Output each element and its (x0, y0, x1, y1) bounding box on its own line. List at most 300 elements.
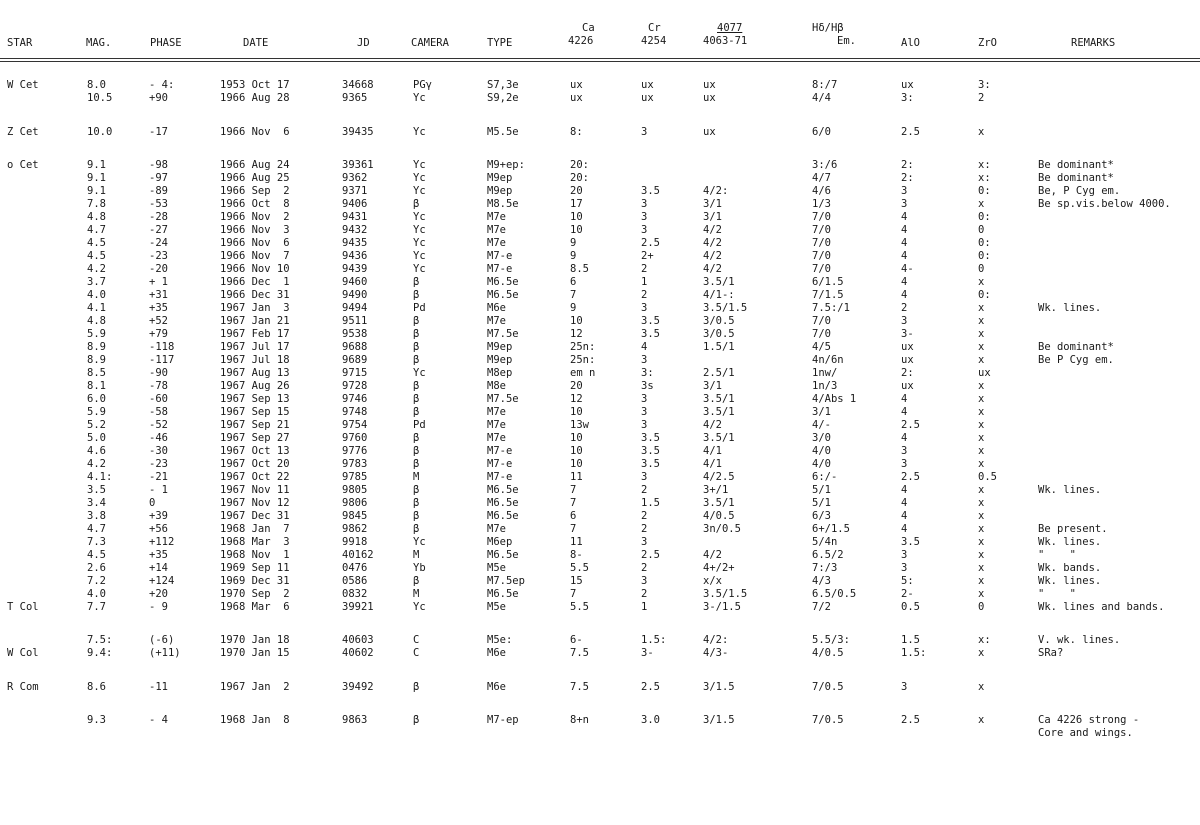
cell-type: M5.5e (487, 126, 519, 138)
cell-camera: C (413, 647, 420, 659)
cell-date: 1967 Dec 31 (220, 510, 290, 522)
cell-date: 1969 Sep 11 (220, 562, 290, 574)
cell-camera: Yc (413, 601, 426, 613)
cell-alo: ux (901, 79, 914, 91)
cell-phase: 0 (149, 497, 156, 509)
cell-mag: 9.1 (87, 185, 106, 197)
cell-alo: 5: (901, 575, 914, 587)
cell-cr-4254: 2 (641, 562, 648, 574)
cell-jd: 9439 (342, 263, 368, 275)
cell-hdelta-em: 4/3 (812, 575, 831, 587)
cell-star: o Cet (7, 159, 39, 171)
table-row (0, 484, 1200, 497)
cell-date: 1953 Oct 17 (220, 79, 290, 91)
cell-hdelta-em: 5/1 (812, 484, 831, 496)
cell-type: M7.5e (487, 328, 519, 340)
cell-hdelta-em: 6/3 (812, 510, 831, 522)
cell-phase: - 4: (149, 79, 175, 91)
cell-ratio-4077: 4/2: (703, 185, 729, 197)
cell-phase: -53 (149, 198, 168, 210)
cell-mag: 9.1 (87, 172, 106, 184)
cell-ca-4226: 5.5 (570, 601, 589, 613)
cell-camera: M (413, 549, 420, 561)
cell-date: 1967 Aug 26 (220, 380, 290, 392)
cell-zro: 0: (978, 250, 991, 262)
cell-ca-4226: 8: (570, 126, 583, 138)
cell-ratio-4077: 3.5/1.5 (703, 302, 748, 314)
cell-zro: x (978, 380, 985, 392)
table-row (0, 471, 1200, 484)
cell-hdelta-em: 4n/6n (812, 354, 844, 366)
cell-ratio-4077: 3+/1 (703, 484, 729, 496)
col-star-header: STAR (7, 37, 33, 49)
table-row (0, 92, 1200, 105)
cell-date: 1966 Nov 6 (220, 126, 290, 138)
cell-mag: 4.1: (87, 471, 113, 483)
cell-hdelta-em: 7/0.5 (812, 714, 844, 726)
col-date-header: DATE (243, 37, 269, 49)
cell-zro: x: (978, 634, 991, 646)
cell-phase: -27 (149, 224, 168, 236)
cell-cr-4254: 2 (641, 588, 648, 600)
cell-jd: 0476 (342, 562, 368, 574)
cell-hdelta-em: 4/5 (812, 341, 831, 353)
cell-alo: 3: (901, 92, 914, 104)
cell-alo: 2: (901, 172, 914, 184)
cell-camera: β (413, 458, 420, 470)
cell-hdelta-em: 4/6 (812, 185, 831, 197)
cell-remarks: Wk. lines and bands. (1038, 601, 1165, 613)
cell-ratio-4077: 4/2 (703, 250, 722, 262)
cell-date: 1966 Nov 3 (220, 224, 290, 236)
cell-mag: 5.2 (87, 419, 106, 431)
cell-cr-4254: 2 (641, 263, 648, 275)
cell-cr-4254: 3 (641, 471, 648, 483)
cell-hdelta-em: 4/- (812, 419, 831, 431)
cell-ratio-4077: 3.5/1 (703, 276, 735, 288)
cell-alo: 3- (901, 328, 914, 340)
col-cr-header-top: Cr (648, 22, 661, 34)
col-ca-header-top: Ca (582, 22, 595, 34)
cell-camera: M (413, 471, 420, 483)
cell-jd: 34668 (342, 79, 374, 91)
cell-alo: 3 (901, 562, 908, 574)
cell-phase: -78 (149, 380, 168, 392)
cell-ratio-4077: ux (703, 79, 716, 91)
cell-camera: Yc (413, 126, 426, 138)
cell-camera: Yc (413, 250, 426, 262)
cell-alo: 4 (901, 289, 908, 301)
cell-type: M9ep (487, 341, 513, 353)
cell-date: 1967 Jan 21 (220, 315, 290, 327)
cell-type: M6.5e (487, 276, 519, 288)
cell-alo: 0.5 (901, 601, 920, 613)
cell-ca-4226: 12 (570, 393, 583, 405)
cell-ratio-4077: 3/1.5 (703, 714, 735, 726)
cell-mag: 5.9 (87, 328, 106, 340)
cell-zro: x (978, 484, 985, 496)
cell-jd: 9845 (342, 510, 368, 522)
cell-ca-4226: 7.5 (570, 681, 589, 693)
cell-camera: β (413, 484, 420, 496)
cell-cr-4254: 2 (641, 289, 648, 301)
cell-hdelta-em: 6.5/2 (812, 549, 844, 561)
cell-mag: 5.0 (87, 432, 106, 444)
cell-camera: Yc (413, 367, 426, 379)
cell-cr-4254: 3.5 (641, 328, 660, 340)
table-row (0, 224, 1200, 237)
cell-mag: 6.0 (87, 393, 106, 405)
cell-alo: 1.5 (901, 634, 920, 646)
table-row (0, 185, 1200, 198)
cell-camera: β (413, 681, 420, 693)
cell-hdelta-em: 3/1 (812, 406, 831, 418)
cell-alo: ux (901, 380, 914, 392)
table-row (0, 289, 1200, 302)
cell-zro: x (978, 341, 985, 353)
cell-remarks: Be dominant* (1038, 172, 1114, 184)
cell-alo: 4 (901, 211, 908, 223)
cell-hdelta-em: 6+/1.5 (812, 523, 850, 535)
cell-type: M9ep (487, 172, 513, 184)
cell-alo: 3 (901, 315, 908, 327)
cell-mag: 7.5: (87, 634, 113, 646)
cell-mag: 7.2 (87, 575, 106, 587)
cell-zro: x (978, 445, 985, 457)
cell-phase: +31 (149, 289, 168, 301)
col-remarks-header: REMARKS (1071, 37, 1116, 49)
cell-hdelta-em: 5/1 (812, 497, 831, 509)
cell-mag: 4.6 (87, 445, 106, 457)
cell-cr-4254: 2 (641, 510, 648, 522)
col-mag-header: MAG. (86, 37, 112, 49)
cell-mag: 10.5 (87, 92, 113, 104)
cell-type: M7-e (487, 471, 513, 483)
cell-alo: 2: (901, 367, 914, 379)
cell-ca-4226: 10 (570, 315, 583, 327)
table-row (0, 328, 1200, 341)
cell-mag: 4.7 (87, 224, 106, 236)
cell-cr-4254: ux (641, 79, 654, 91)
cell-remarks: Wk. lines. (1038, 575, 1102, 587)
cell-jd: 9746 (342, 393, 368, 405)
cell-camera: Yc (413, 263, 426, 275)
cell-ratio-4077: 4/2 (703, 263, 722, 275)
col-zro-header: ZrO (978, 37, 997, 49)
cell-camera: Pd (413, 302, 426, 314)
cell-phase: + 1 (149, 276, 168, 288)
cell-ca-4226: ux (570, 79, 583, 91)
cell-jd: 9538 (342, 328, 368, 340)
cell-zro: x (978, 432, 985, 444)
cell-date: 1967 Sep 15 (220, 406, 290, 418)
cell-hdelta-em: 7/0.5 (812, 681, 844, 693)
cell-jd: 40602 (342, 647, 374, 659)
cell-mag: 10.0 (87, 126, 113, 138)
cell-camera: Yc (413, 536, 426, 548)
cell-phase: -46 (149, 432, 168, 444)
cell-hdelta-em: 6/1.5 (812, 276, 844, 288)
cell-zro: x (978, 354, 985, 366)
cell-date: 1967 Oct 20 (220, 458, 290, 470)
cell-cr-4254: 3.5 (641, 458, 660, 470)
cell-hdelta-em: 1/3 (812, 198, 831, 210)
cell-ratio-4077: 4/2.5 (703, 471, 735, 483)
cell-jd: 9748 (342, 406, 368, 418)
cell-zro: x (978, 406, 985, 418)
cell-hdelta-em: 5.5/3: (812, 634, 850, 646)
table-row (0, 549, 1200, 562)
cell-phase: +56 (149, 523, 168, 535)
cell-type: M6.5e (487, 484, 519, 496)
cell-date: 1966 Nov 2 (220, 211, 290, 223)
cell-remarks: V. wk. lines. (1038, 634, 1121, 646)
cell-ca-4226: 25n: (570, 341, 596, 353)
cell-ratio-4077: ux (703, 92, 716, 104)
cell-jd: 9805 (342, 484, 368, 496)
cell-ratio-4077: 4/2 (703, 549, 722, 561)
cell-type: M6e (487, 647, 506, 659)
cell-phase: +20 (149, 588, 168, 600)
cell-type: M6ep (487, 536, 513, 548)
cell-date: 1967 Nov 12 (220, 497, 290, 509)
cell-zro: 3: (978, 79, 991, 91)
cell-zro: x: (978, 172, 991, 184)
cell-alo: 4 (901, 276, 908, 288)
cell-ca-4226: 10 (570, 458, 583, 470)
cell-alo: 3 (901, 198, 908, 210)
cell-ca-4226: 20 (570, 380, 583, 392)
cell-date: 1967 Oct 22 (220, 471, 290, 483)
cell-hdelta-em: 7/0 (812, 211, 831, 223)
cell-ca-4226: 7 (570, 497, 577, 509)
cell-camera: β (413, 328, 420, 340)
cell-type: M8e (487, 380, 506, 392)
cell-jd: 39492 (342, 681, 374, 693)
cell-jd: 40603 (342, 634, 374, 646)
cell-camera: M (413, 588, 420, 600)
cell-phase: +39 (149, 510, 168, 522)
cell-type: M8ep (487, 367, 513, 379)
cell-phase: -28 (149, 211, 168, 223)
table-row (0, 315, 1200, 328)
cell-hdelta-em: 6:/- (812, 471, 838, 483)
cell-cr-4254: 3 (641, 393, 648, 405)
cell-cr-4254: 1.5 (641, 497, 660, 509)
cell-alo: 3 (901, 458, 908, 470)
table-row (0, 126, 1200, 139)
cell-ca-4226: 15 (570, 575, 583, 587)
cell-zro: x (978, 315, 985, 327)
cell-hdelta-em: 3/0 (812, 432, 831, 444)
cell-hdelta-em: 7/0 (812, 237, 831, 249)
cell-mag: 5.9 (87, 406, 106, 418)
cell-zro: x (978, 510, 985, 522)
cell-type: M6.5e (487, 289, 519, 301)
cell-phase: (+11) (149, 647, 181, 659)
cell-hdelta-em: 7/0 (812, 224, 831, 236)
cell-type: M7.5ep (487, 575, 525, 587)
cell-phase: +35 (149, 549, 168, 561)
cell-mag: 4.8 (87, 211, 106, 223)
cell-camera: Yc (413, 159, 426, 171)
cell-camera: β (413, 445, 420, 457)
cell-ca-4226: 25n: (570, 354, 596, 366)
cell-cr-4254: 4 (641, 341, 648, 353)
cell-remarks: Be, P Cyg em. (1038, 185, 1121, 197)
cell-cr-4254: ux (641, 92, 654, 104)
cell-zro: x (978, 458, 985, 470)
cell-zro: x (978, 536, 985, 548)
cell-alo: 2.5 (901, 471, 920, 483)
cell-ratio-4077: ux (703, 126, 716, 138)
cell-ca-4226: em n (570, 367, 596, 379)
cell-cr-4254: 2.5 (641, 549, 660, 561)
cell-type: M7-ep (487, 714, 519, 726)
col-cr-header-bottom: 4254 (641, 35, 667, 47)
cell-hdelta-em: 7/2 (812, 601, 831, 613)
cell-alo: 4 (901, 406, 908, 418)
cell-date: 1966 Nov 6 (220, 237, 290, 249)
cell-hdelta-em: 1n/3 (812, 380, 838, 392)
cell-zro: x (978, 276, 985, 288)
cell-cr-4254: 1 (641, 276, 648, 288)
table-row (0, 406, 1200, 419)
cell-ca-4226: 13w (570, 419, 589, 431)
cell-alo: 4 (901, 497, 908, 509)
cell-date: 1966 Sep 2 (220, 185, 290, 197)
table-row (0, 588, 1200, 601)
table-row (0, 647, 1200, 660)
cell-date: 1967 Sep 27 (220, 432, 290, 444)
cell-mag: 9.1 (87, 159, 106, 171)
cell-hdelta-em: 7/0 (812, 250, 831, 262)
cell-ca-4226: 12 (570, 328, 583, 340)
cell-camera: β (413, 341, 420, 353)
cell-camera: β (413, 289, 420, 301)
cell-mag: 8.5 (87, 367, 106, 379)
cell-cr-4254: 3.5 (641, 315, 660, 327)
cell-ca-4226: 17 (570, 198, 583, 210)
table-row (0, 575, 1200, 588)
cell-ratio-4077: 4/2 (703, 419, 722, 431)
cell-cr-4254: 3.0 (641, 714, 660, 726)
cell-hdelta-em: 4/0 (812, 458, 831, 470)
cell-mag: 3.7 (87, 276, 106, 288)
cell-camera: β (413, 354, 420, 366)
cell-jd: 9785 (342, 471, 368, 483)
cell-ratio-4077: 3.5/1 (703, 393, 735, 405)
cell-alo: 4 (901, 224, 908, 236)
cell-alo: 2.5 (901, 126, 920, 138)
cell-mag: 8.9 (87, 341, 106, 353)
cell-cr-4254: 3 (641, 575, 648, 587)
cell-cr-4254: 2+ (641, 250, 654, 262)
cell-ratio-4077: 4/1-: (703, 289, 735, 301)
cell-zro: x (978, 393, 985, 405)
cell-hdelta-em: 7/0 (812, 315, 831, 327)
cell-cr-4254: 3 (641, 354, 648, 366)
cell-phase: +35 (149, 302, 168, 314)
cell-ca-4226: 10 (570, 224, 583, 236)
col-4077-header-bottom: 4063-71 (703, 35, 748, 47)
table-row (0, 419, 1200, 432)
cell-date: 1967 Sep 13 (220, 393, 290, 405)
table-row (0, 458, 1200, 471)
cell-mag: 3.8 (87, 510, 106, 522)
cell-zro: 0: (978, 237, 991, 249)
cell-date: 1968 Jan 7 (220, 523, 290, 535)
cell-phase: - 1 (149, 484, 168, 496)
cell-zro: x (978, 198, 985, 210)
cell-camera: β (413, 575, 420, 587)
cell-alo: 4- (901, 263, 914, 275)
cell-remarks: Core and wings. (1038, 727, 1133, 739)
cell-zro: 0: (978, 211, 991, 223)
table-row (0, 714, 1200, 727)
cell-alo: 3 (901, 445, 908, 457)
cell-cr-4254: 3 (641, 536, 648, 548)
cell-ca-4226: 6- (570, 634, 583, 646)
cell-type: M7e (487, 211, 506, 223)
table-row (0, 79, 1200, 92)
cell-jd: 40162 (342, 549, 374, 561)
cell-ca-4226: 20 (570, 185, 583, 197)
cell-phase: -23 (149, 250, 168, 262)
cell-type: M7e (487, 432, 506, 444)
cell-jd: 9494 (342, 302, 368, 314)
cell-alo: 1.5: (901, 647, 927, 659)
cell-cr-4254: 2.5 (641, 681, 660, 693)
cell-date: 1966 Nov 7 (220, 250, 290, 262)
cell-camera: β (413, 315, 420, 327)
cell-phase: -21 (149, 471, 168, 483)
cell-phase: -11 (149, 681, 168, 693)
cell-ca-4226: ux (570, 92, 583, 104)
cell-remarks: Be dominant* (1038, 159, 1114, 171)
cell-cr-4254: 3.5 (641, 432, 660, 444)
cell-zro: x (978, 523, 985, 535)
cell-mag: 4.7 (87, 523, 106, 535)
cell-mag: 4.0 (87, 289, 106, 301)
table-row (0, 634, 1200, 647)
cell-date: 1967 Jul 18 (220, 354, 290, 366)
cell-phase: -90 (149, 367, 168, 379)
cell-date: 1967 Jul 17 (220, 341, 290, 353)
cell-phase: - 9 (149, 601, 168, 613)
cell-phase: +90 (149, 92, 168, 104)
cell-alo: 2 (901, 302, 908, 314)
table-row (0, 445, 1200, 458)
table-row (0, 211, 1200, 224)
table-row (0, 523, 1200, 536)
cell-zro: x (978, 302, 985, 314)
cell-mag: 7.7 (87, 601, 106, 613)
cell-remarks: Be P Cyg em. (1038, 354, 1114, 366)
cell-zro: x (978, 575, 985, 587)
cell-ratio-4077: 3-/1.5 (703, 601, 741, 613)
cell-camera: β (413, 714, 420, 726)
cell-alo: 3.5 (901, 536, 920, 548)
cell-mag: 8.0 (87, 79, 106, 91)
cell-cr-4254: 3.5 (641, 445, 660, 457)
cell-camera: Yc (413, 224, 426, 236)
cell-remarks: Wk. lines. (1038, 484, 1102, 496)
cell-type: M9ep (487, 354, 513, 366)
cell-type: M5e: (487, 634, 513, 646)
cell-alo: 3 (901, 681, 908, 693)
table-row (0, 354, 1200, 367)
